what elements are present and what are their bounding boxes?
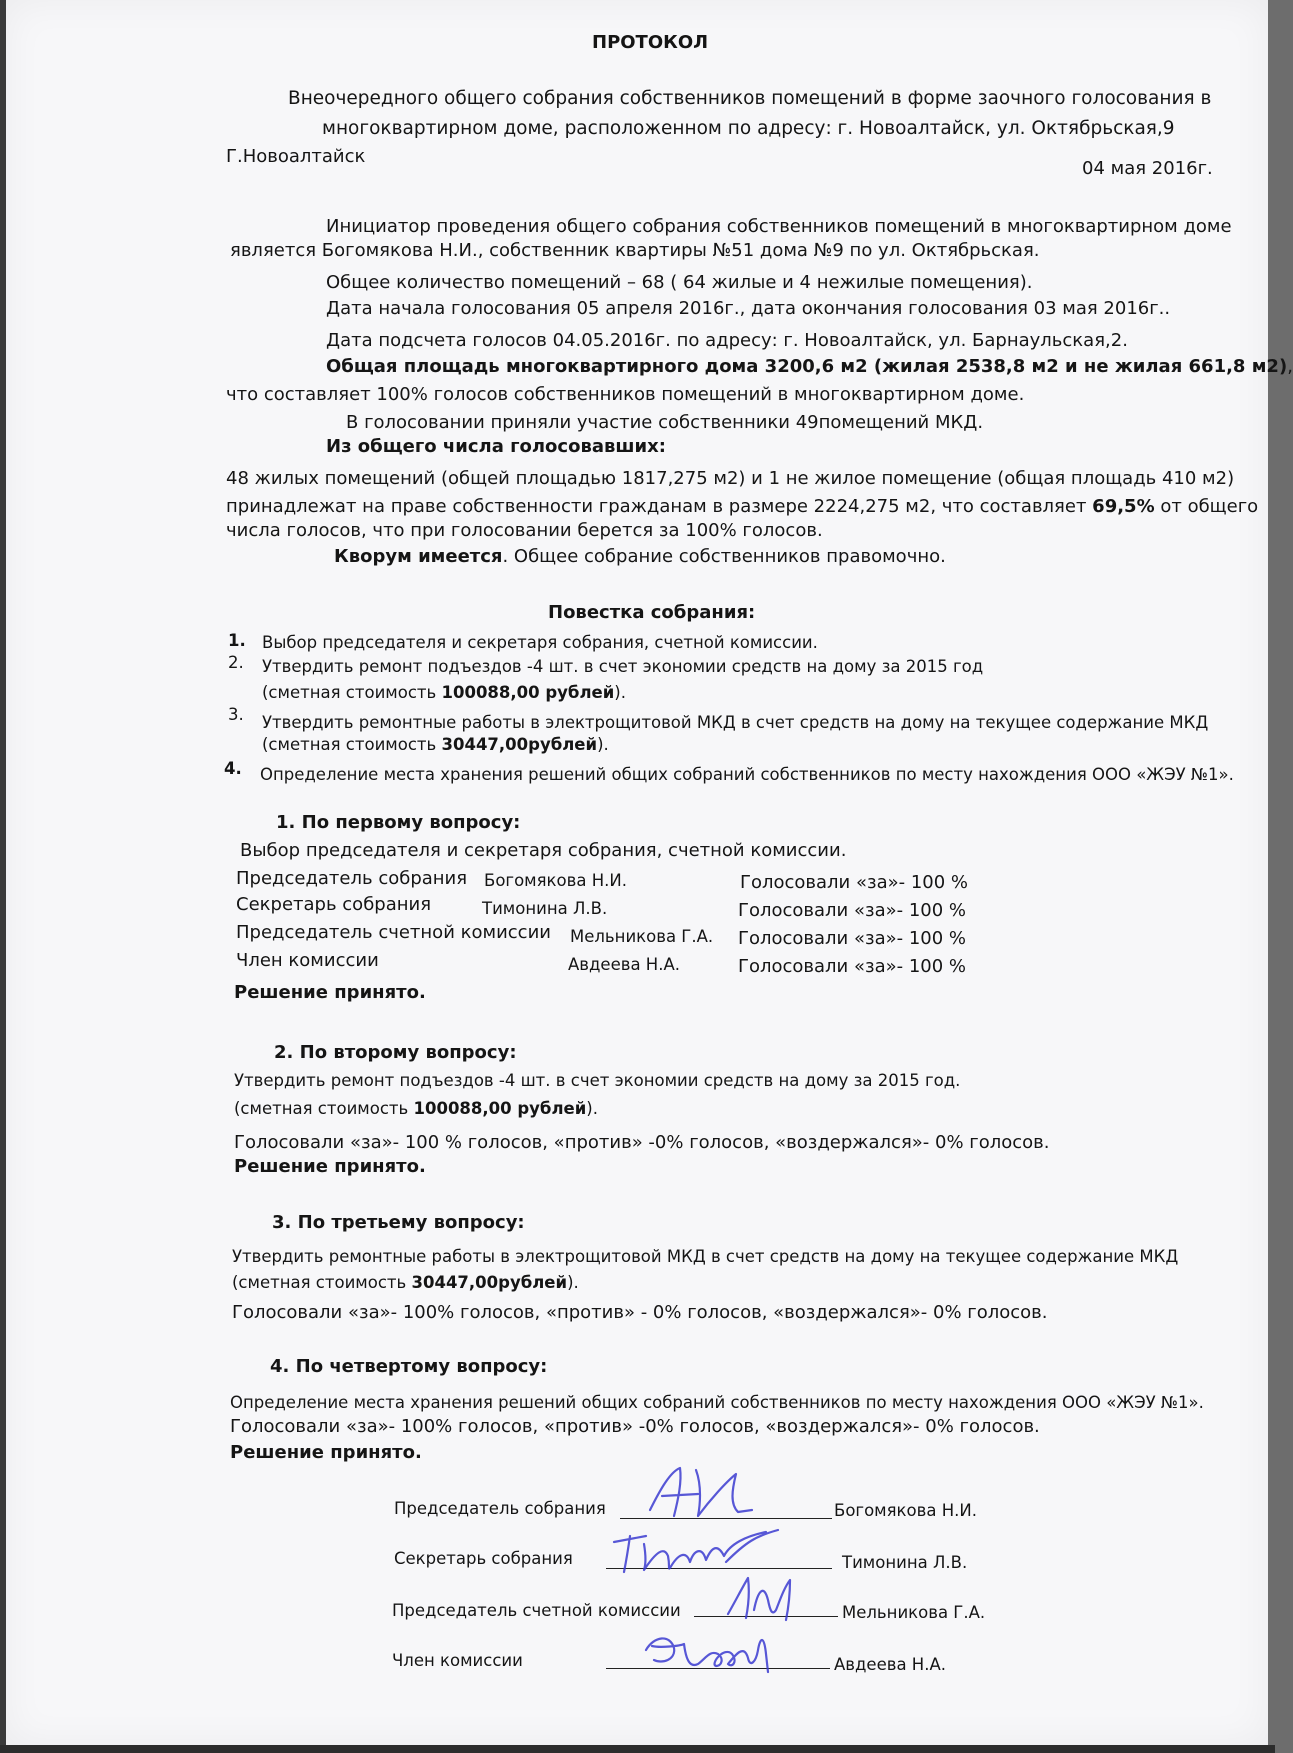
agenda-item-4-num: 4. <box>224 759 242 778</box>
agenda-item-1-num: 1. <box>228 631 246 650</box>
subtitle-line-1: Внеочередного общего собрания собственников помещений в форме заочного голосования в <box>288 88 1212 109</box>
signature-4-handwriting <box>640 1624 780 1676</box>
subtitle-line-2: многоквартирном доме, расположенном по адресу: г. Новоалтайск, ул. Октябрьская,9 <box>322 118 1175 139</box>
intro-total-area-line-2: что составляет 100% голосов собственников помещений в многоквартирном доме. <box>226 384 1025 405</box>
q1-row-1-vote: Голосовали «за»- 100 % <box>740 872 969 893</box>
q4-decision: Решение принято. <box>230 1442 422 1463</box>
signature-2-role: Секретарь собрания <box>394 1549 573 1568</box>
q3-cost-value: 30447,00рублей <box>411 1273 568 1292</box>
intro-voters-line-3: числа голосов, что при голосовании берется за 100% голосов. <box>226 520 823 541</box>
q1-row-3-vote: Голосовали «за»- 100 % <box>738 928 967 949</box>
q1-row-2-name: Тимонина Л.В. <box>482 899 608 918</box>
agenda-item-2-text: Утвердить ремонт подъездов -4 шт. в счет экономии средств на дому за 2015 год <box>262 657 984 676</box>
q1-row-2-role: Секретарь собрания <box>236 894 432 915</box>
agenda-item-2-cost <box>262 682 626 704</box>
quorum-bold: Кворум имеется <box>334 546 503 567</box>
intro-initiator-line-1: Инициатор проведения общего собрания собственников помещений в многоквартирном доме <box>326 216 1232 237</box>
q3-text: Утвердить ремонтные работы в электрощитовой МКД в счет средств на дому на текущее содержание МКД <box>232 1247 1179 1266</box>
agenda-item-3-cost <box>262 734 609 756</box>
date: 04 мая 2016г. <box>1082 158 1213 179</box>
q4-text: Определение места хранения решений общих собраний собственников по месту нахождения ООО «ЖЭУ №1». <box>230 1393 1204 1412</box>
q1-row-3-role: Председатель счетной комиссии <box>236 922 551 943</box>
scan-bottom-edge <box>0 1745 1275 1753</box>
q3-cost <box>232 1272 579 1294</box>
q1-row-4-name: Авдеева Н.А. <box>568 955 680 974</box>
agenda-heading: Повестка собрания: <box>548 602 756 623</box>
intro-voters-heading: Из общего числа голосовавших: <box>326 436 666 457</box>
q2-vote: Голосовали «за»- 100 % голосов, «против» -0% голосов, «воздержался»- 0% голосов. <box>234 1132 1050 1153</box>
q1-heading: 1. По первому вопросу: <box>276 812 521 833</box>
q1-row-1-name: Богомякова Н.И. <box>484 871 627 890</box>
q3-vote: Голосовали «за»- 100% голосов, «против» - 0% голосов, «воздержался»- 0% голосов. <box>232 1302 1048 1323</box>
signature-3-role: Председатель счетной комиссии <box>392 1601 681 1620</box>
q1-row-4-vote: Голосовали «за»- 100 % <box>738 956 967 977</box>
q2-decision: Решение принято. <box>234 1156 426 1177</box>
agenda-2-cost-tail: ). <box>614 683 626 702</box>
signature-3-handwriting <box>720 1570 800 1626</box>
intro-count-date: Дата подсчета голосов 04.05.2016г. по адресу: г. Новоалтайск, ул. Барнаульская,2. <box>326 330 1128 351</box>
q1-row-1-role: Председатель собрания <box>236 868 468 889</box>
voters-line-2a: принадлежат на праве собственности гражданам в размере 2224,275 м2, что составляет <box>226 496 1093 517</box>
q4-vote: Голосовали «за»- 100% голосов, «против» -0% голосов, «воздержался»- 0% голосов. <box>230 1416 1040 1437</box>
agenda-3-cost-label: (сметная стоимость <box>262 735 442 754</box>
intro-voters-line-2 <box>226 496 1258 518</box>
agenda-item-1-text: Выбор председателя и секретаря собрания, счетной комиссии. <box>262 633 818 652</box>
q3-heading: 3. По третьему вопросу: <box>272 1212 525 1233</box>
signature-1-role: Председатель собрания <box>394 1499 606 1518</box>
q2-cost-label: (сметная стоимость <box>234 1099 414 1118</box>
agenda-item-2-num: 2. <box>228 653 244 672</box>
intro-participants: В голосовании приняли участие собственники 49помещений МКД. <box>346 412 984 433</box>
total-area-tail: , <box>1287 356 1293 377</box>
voters-percent: 69,5% <box>1092 496 1155 517</box>
q2-text: Утвердить ремонт подъездов -4 шт. в счет экономии средств на дому за 2015 год. <box>234 1071 961 1090</box>
intro-quorum <box>334 546 946 568</box>
signature-3-name: Мельникова Г.А. <box>842 1603 986 1622</box>
intro-voting-dates: Дата начала голосования 05 апреля 2016г., дата окончания голосования 03 мая 2016г.. <box>326 298 1171 319</box>
intro-premises-count: Общее количество помещений – 68 ( 64 жилые и 4 нежилые помещения). <box>326 272 1033 293</box>
signature-4-role: Член комиссии <box>392 1651 523 1670</box>
agenda-2-cost-value: 100088,00 рублей <box>441 683 615 702</box>
q1-row-3-name: Мельникова Г.А. <box>570 927 714 946</box>
q2-cost-value: 100088,00 рублей <box>413 1099 587 1118</box>
q2-heading: 2. По второму вопросу: <box>274 1042 517 1063</box>
signature-1-handwriting <box>640 1460 760 1524</box>
signature-2-name: Тимонина Л.В. <box>842 1553 968 1572</box>
voters-line-2c: от общего <box>1154 496 1259 517</box>
total-area-bold: Общая площадь многоквартирного дома 3200,6 м2 (жилая 2538,8 м2 и не жилая 661,8 м2) <box>326 356 1288 377</box>
agenda-3-cost-value: 30447,00рублей <box>441 735 598 754</box>
agenda-item-3-num: 3. <box>228 705 244 724</box>
agenda-3-cost-tail: ). <box>597 735 609 754</box>
q3-cost-tail: ). <box>567 1273 579 1292</box>
agenda-item-3-text: Утвердить ремонтные работы в электрощитовой МКД в счет средств на дому на текущее содержание МКД <box>262 713 1209 732</box>
q4-heading: 4. По четвертому вопросу: <box>270 1356 548 1377</box>
agenda-item-4-text: Определение места хранения решений общих собраний собственников по месту нахождения ООО «ЖЭУ №1». <box>260 765 1234 784</box>
q2-cost-tail: ). <box>586 1099 598 1118</box>
signature-4-name: Авдеева Н.А. <box>834 1655 946 1674</box>
document-title: ПРОТОКОЛ <box>592 32 709 53</box>
q2-cost <box>234 1098 598 1120</box>
agenda-2-cost-label: (сметная стоимость <box>262 683 442 702</box>
q1-text: Выбор председателя и секретаря собрания, счетной комиссии. <box>240 840 847 861</box>
q1-row-2-vote: Голосовали «за»- 100 % <box>738 900 967 921</box>
intro-total-area <box>326 356 1293 378</box>
city: Г.Новоалтайск <box>226 146 366 167</box>
signature-1-name: Богомякова Н.И. <box>834 1501 977 1520</box>
q3-cost-label: (сметная стоимость <box>232 1273 412 1292</box>
quorum-rest: . Общее собрание собственников правомочно. <box>502 546 946 567</box>
q1-decision: Решение принято. <box>234 982 426 1003</box>
intro-initiator-line-2: является Богомякова Н.И., собственник квартиры №51 дома №9 по ул. Октябрьская. <box>230 240 1040 261</box>
q1-row-4-role: Член комиссии <box>236 950 379 971</box>
intro-voters-line-1: 48 жилых помещений (общей площадью 1817,275 м2) и 1 не жилое помещение (общая площадь 410 м2) <box>226 468 1235 489</box>
